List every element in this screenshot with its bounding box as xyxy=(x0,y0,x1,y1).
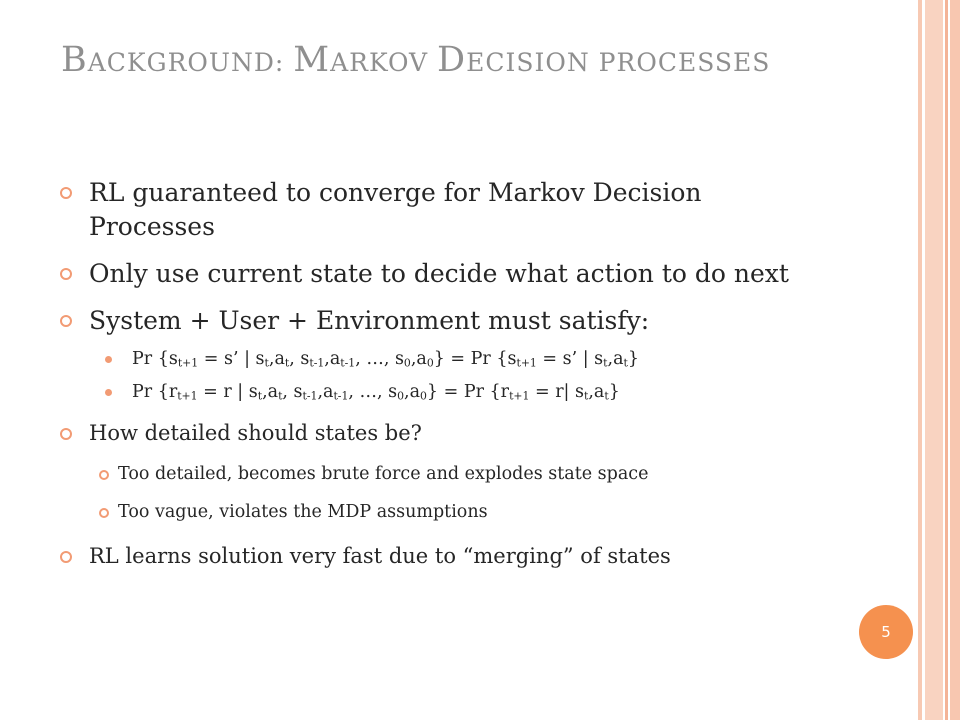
sub-bullet-item: Too detailed, becomes brute force and explodes state space xyxy=(60,461,830,487)
ring-bullet-icon xyxy=(60,551,72,563)
ring-bullet-icon xyxy=(99,470,109,480)
ring-bullet-icon xyxy=(60,315,72,327)
ring-bullet-icon xyxy=(99,508,109,518)
ring-bullet-icon xyxy=(60,187,72,199)
page-number: 5 xyxy=(881,623,891,641)
ring-bullet-icon xyxy=(60,268,72,280)
dot-bullet-icon xyxy=(105,356,112,363)
ring-bullet-icon xyxy=(60,428,72,440)
sub-bullet-item: Too vague, violates the MDP assumptions xyxy=(60,499,830,525)
bullet-item: Only use current state to decide what action to do next xyxy=(60,257,830,291)
equation-reward: Pr {$r_{t+1} = r$ | $s_t,a_t$, $s_{t-1},a_{t-1}$, …, $s_0,a_0\} = Pr$ {$r_{t+1} = r|$ $s_t,a_t$} xyxy=(60,379,830,405)
page-number-badge xyxy=(859,605,913,659)
equation-state-transition: Pr {$s_{t+1} = s$’ | $s_t,a_t$, $s_{t-1},a_{t-1}$, …, $s_0,a_0\} = Pr$ {$s_{t+1} = s$’ | $s_t,a_t$} xyxy=(60,346,830,372)
slide-title: BACKGROUND: MARKOV DECISION PROCESSES xyxy=(61,40,771,80)
slide-content xyxy=(60,176,830,584)
dot-bullet-icon xyxy=(105,389,112,396)
bullet-item: How detailed should states be? xyxy=(60,418,830,448)
bullet-item: System + User + Environment must satisfy: xyxy=(60,304,830,338)
bullet-item: RL learns solution very fast due to “merging” of states xyxy=(60,541,830,571)
decorative-stripes xyxy=(918,0,960,720)
bullet-item: RL guaranteed to converge for Markov Decision Processes xyxy=(60,176,830,244)
